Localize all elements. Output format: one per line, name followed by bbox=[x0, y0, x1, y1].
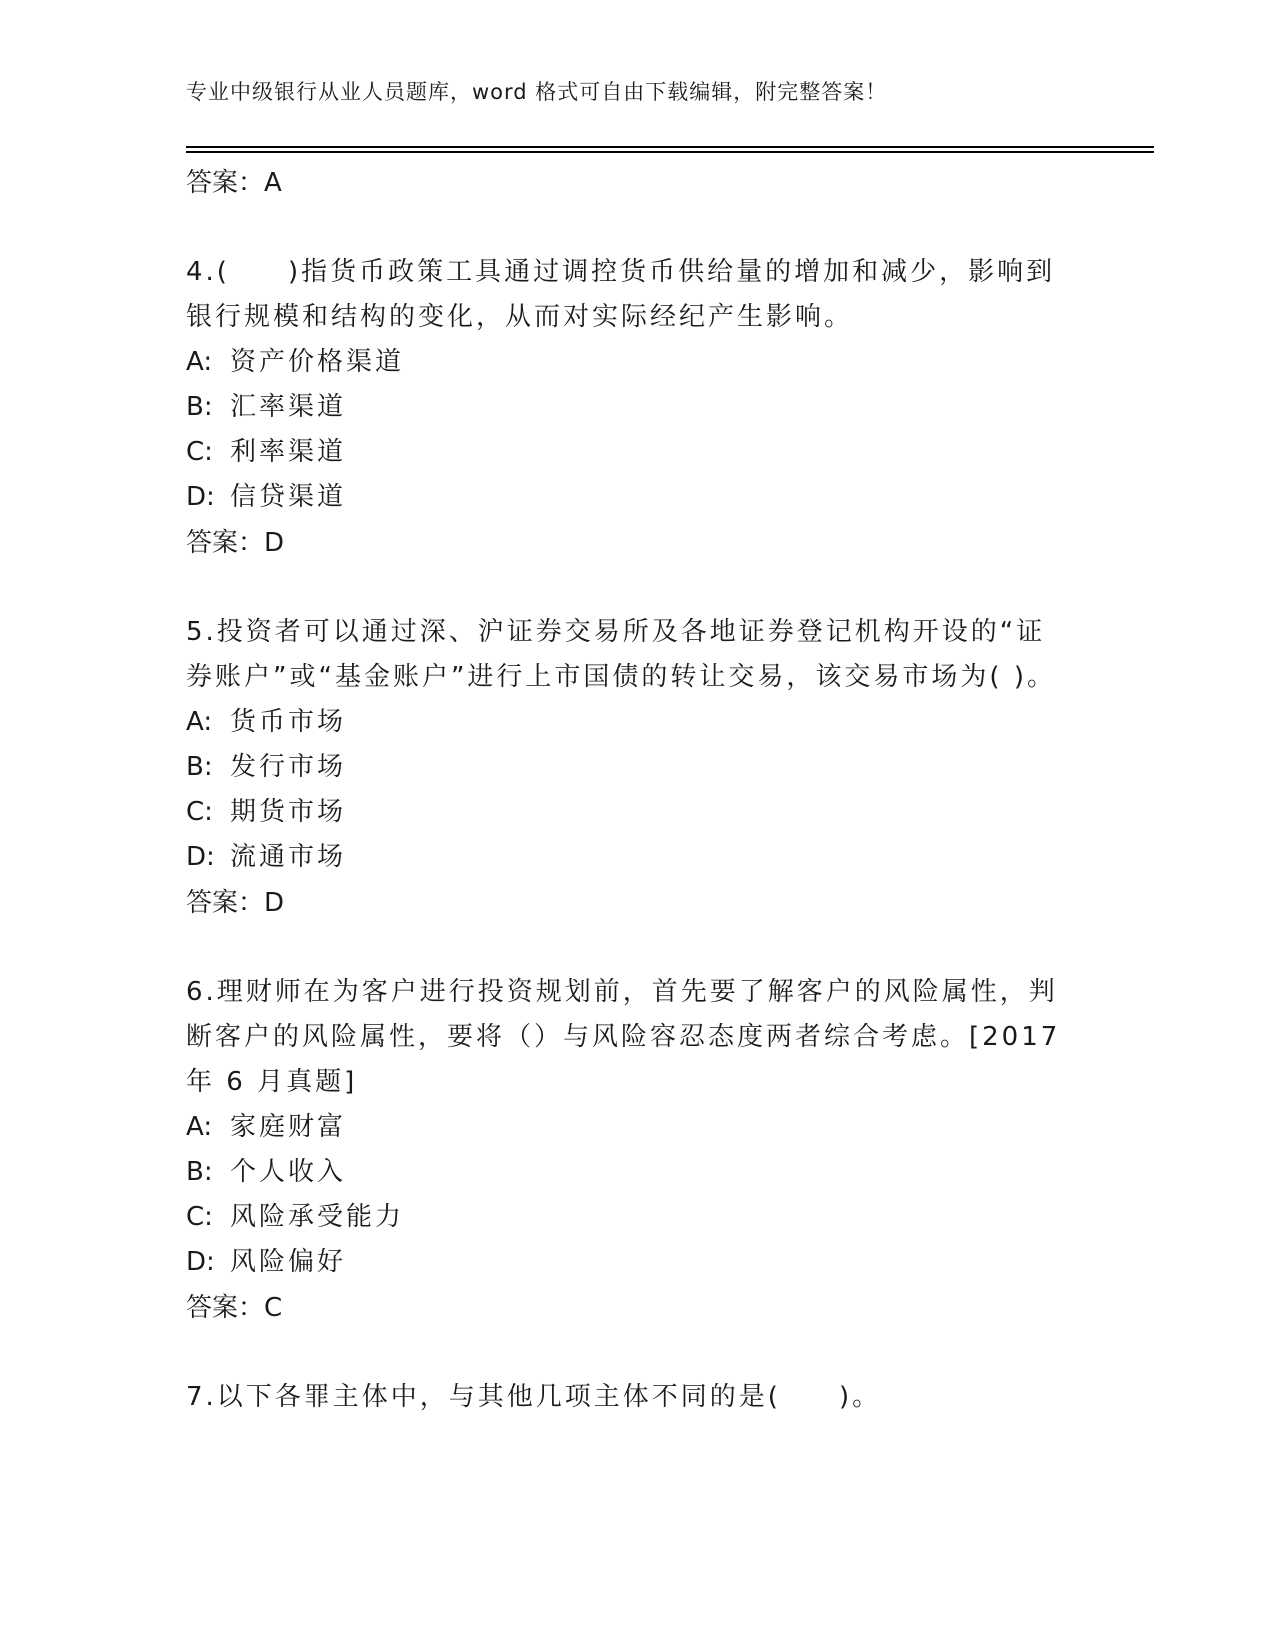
option-key: B: bbox=[186, 392, 213, 422]
question-block-4 bbox=[186, 250, 1066, 566]
question-text: 7.以下各罪主体中，与其他几项主体不同的是( )。 bbox=[186, 1382, 882, 1412]
option-key: A: bbox=[186, 1112, 213, 1142]
option-text: 风险承受能力 bbox=[230, 1202, 405, 1232]
option-key: D: bbox=[186, 482, 215, 512]
answer-line: 答案：D bbox=[186, 888, 285, 918]
option-text: 信贷渠道 bbox=[230, 482, 347, 512]
question-block-5 bbox=[186, 610, 1066, 926]
option-text: 汇率渠道 bbox=[230, 392, 347, 422]
header-rule-bottom bbox=[186, 151, 1154, 153]
option-text: 发行市场 bbox=[230, 752, 347, 782]
option-key: A: bbox=[186, 707, 213, 737]
option-d bbox=[186, 1240, 1066, 1285]
question-block-7 bbox=[186, 1375, 1066, 1420]
answer-line: 答案：D bbox=[186, 528, 285, 558]
option-text: 风险偏好 bbox=[230, 1247, 347, 1277]
option-key: A: bbox=[186, 347, 213, 377]
option-c bbox=[186, 430, 1066, 475]
answer-line: 答案：C bbox=[186, 1293, 283, 1323]
question-text: 6.理财师在为客户进行投资规划前，首先要了解客户的风险属性，判断客户的风险属性，要将（）与风险容忍态度两者综合考虑。[2017 年 6 月真题] bbox=[186, 977, 1061, 1097]
option-text: 资产价格渠道 bbox=[230, 347, 405, 377]
option-a bbox=[186, 700, 1066, 745]
question-block-6 bbox=[186, 970, 1066, 1331]
question-list bbox=[186, 160, 1066, 1420]
option-b bbox=[186, 385, 1066, 430]
option-key: C: bbox=[186, 1202, 213, 1232]
answer-line: 答案：A bbox=[186, 168, 282, 198]
option-d bbox=[186, 835, 1066, 880]
option-key: B: bbox=[186, 1157, 213, 1187]
option-a bbox=[186, 340, 1066, 385]
option-key: D: bbox=[186, 1247, 215, 1277]
header-rule-top bbox=[186, 146, 1154, 148]
option-text: 家庭财富 bbox=[230, 1112, 347, 1142]
option-text: 期货市场 bbox=[230, 797, 347, 827]
option-c bbox=[186, 790, 1066, 835]
question-text: 4.( )指货币政策工具通过调控货币供给量的增加和减少，影响到银行规模和结构的变化，从而对实际经纪产生影响。 bbox=[186, 257, 1056, 332]
option-d bbox=[186, 475, 1066, 520]
option-text: 货币市场 bbox=[230, 707, 347, 737]
option-key: C: bbox=[186, 797, 213, 827]
option-key: C: bbox=[186, 437, 213, 467]
option-text: 个人收入 bbox=[230, 1157, 347, 1187]
option-key: D: bbox=[186, 842, 215, 872]
option-key: B: bbox=[186, 752, 213, 782]
option-b bbox=[186, 1150, 1066, 1195]
question-text: 5.投资者可以通过深、沪证券交易所及各地证券登记机构开设的“证券账户”或“基金账户”进行上市国债的转让交易，该交易市场为( )。 bbox=[186, 617, 1056, 692]
option-c bbox=[186, 1195, 1066, 1240]
option-a bbox=[186, 1105, 1066, 1150]
page-header: 专业中级银行从业人员题库，word 格式可自由下载编辑，附完整答案！ bbox=[186, 80, 888, 104]
option-text: 利率渠道 bbox=[230, 437, 347, 467]
option-b bbox=[186, 745, 1066, 790]
option-text: 流通市场 bbox=[230, 842, 347, 872]
